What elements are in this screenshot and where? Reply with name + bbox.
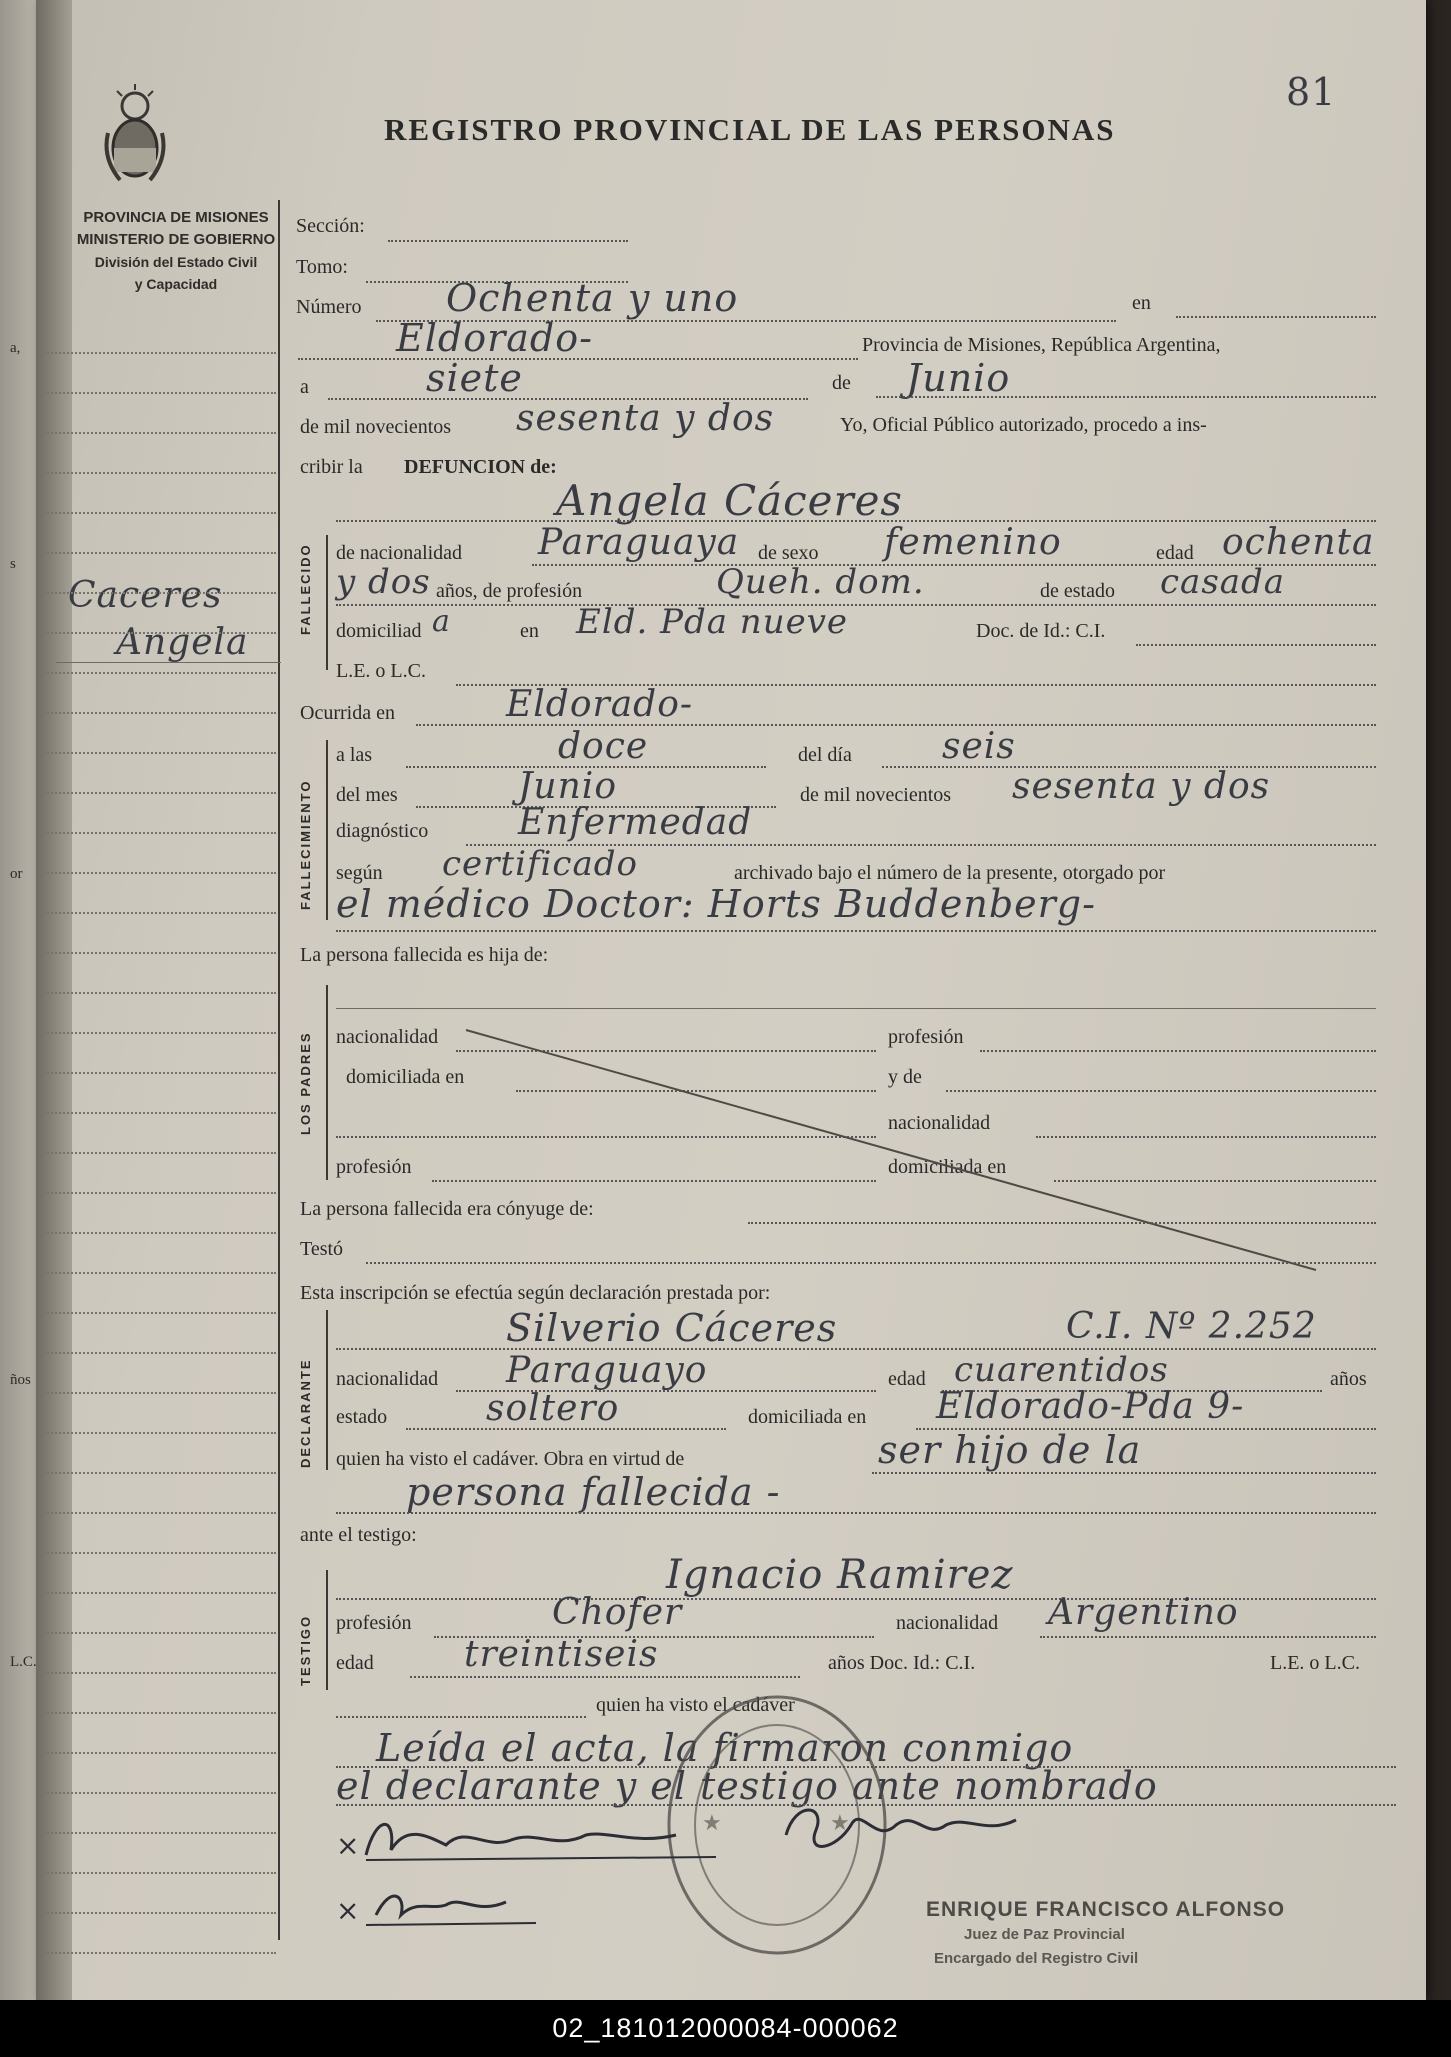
- agency-capacity: y Capacidad: [134, 276, 218, 292]
- agency-province: PROVINCIA DE MISIONES: [83, 209, 269, 226]
- label-diagnostico: diagnóstico: [336, 820, 429, 842]
- mes-field[interactable]: [876, 396, 1376, 398]
- anio-muerte-value: sesenta y dos: [1012, 766, 1271, 807]
- label-madre-nacionalidad: nacionalidad: [888, 1112, 991, 1134]
- label-padre-profesion: profesión: [888, 1026, 964, 1048]
- dia-value: siete: [426, 356, 523, 400]
- margin-ruled-line: [40, 912, 276, 914]
- domicilio-value: Eld. Pda nueve: [576, 602, 849, 642]
- stub-fragment-c: or: [10, 866, 23, 882]
- declarante-bar: [326, 1310, 328, 1470]
- margin-surname: Caceres: [68, 575, 223, 616]
- svg-text:★: ★: [830, 1811, 850, 1836]
- label-edad: edad: [1156, 542, 1194, 564]
- margin-ruled-line: [40, 832, 276, 834]
- test-nac-field[interactable]: [1040, 1636, 1376, 1638]
- testigo-bar: [326, 1570, 328, 1690]
- obra-field-2[interactable]: [336, 1512, 1376, 1514]
- margin-ruled-line: [40, 1152, 276, 1154]
- margin-ruled-line: [40, 952, 276, 954]
- label-nacionalidad: de nacionalidad: [336, 542, 463, 564]
- label-segun: según: [336, 862, 383, 884]
- label-tomo: Tomo:: [296, 256, 348, 278]
- stub-fragment-b: s: [10, 556, 16, 572]
- en-field[interactable]: [1176, 316, 1376, 318]
- label-ocurrida: Ocurrida en: [300, 702, 395, 724]
- official-title-2: Encargado del Registro Civil: [934, 1950, 1139, 1967]
- margin-ruled-line: [40, 552, 276, 554]
- margin-ruled-line: [40, 432, 276, 434]
- profesion-value: Queh. dom.: [716, 562, 925, 602]
- ocurrida-value: Eldorado-: [506, 684, 694, 725]
- mes-muerte-value: Junio: [518, 766, 617, 807]
- margin-ruled-line: [40, 992, 276, 994]
- margin-ruled-line: [40, 1272, 276, 1274]
- margin-ruled-line: [40, 392, 276, 394]
- margin-ruled-line: [40, 1832, 276, 1834]
- medico-field[interactable]: [336, 930, 1376, 932]
- domic-letra: a: [432, 604, 451, 639]
- agency-block: [36, 207, 316, 295]
- label-de-mil-2: de mil novecientos: [800, 784, 952, 806]
- margin-ruled-line: [40, 1472, 276, 1474]
- label-hija-de: La persona fallecida es hija de:: [300, 944, 549, 966]
- margin-ruled-line: [40, 352, 276, 354]
- fallecimiento-bar: [326, 740, 328, 920]
- stub-fragment-d: ños: [10, 1372, 31, 1388]
- lugar-field[interactable]: [298, 358, 858, 360]
- label-test-le-lc: L.E. o L.C.: [1270, 1652, 1360, 1674]
- declarante-nombre-field[interactable]: [336, 1348, 1376, 1350]
- doc-id-field[interactable]: [1136, 644, 1376, 646]
- fallecido-nombre: Angela Cáceres: [556, 476, 903, 525]
- testigo-nacionalidad: Argentino: [1048, 1592, 1239, 1633]
- declarante-ci: C.I. Nº 2.252: [1066, 1306, 1317, 1347]
- test-edad-field[interactable]: [410, 1676, 800, 1678]
- image-id-caption: 02_181012000084-000062: [0, 2000, 1451, 2057]
- margin-ruled-line: [40, 472, 276, 474]
- margin-ruled-line: [40, 712, 276, 714]
- margin-ruled-line: [40, 1512, 276, 1514]
- label-seccion: Sección:: [296, 215, 365, 237]
- label-doc-id: Doc. de Id.: C.I.: [976, 620, 1106, 642]
- obra-field-1[interactable]: [872, 1472, 1376, 1474]
- label-en-domic: en: [520, 620, 539, 642]
- label-ante-testigo: ante el testigo:: [300, 1524, 417, 1546]
- declarante-edad: cuarentidos: [954, 1350, 1169, 1390]
- margin-ruled-line: [40, 1312, 276, 1314]
- margin-ruled-line: [40, 1432, 276, 1434]
- label-domiciliad: domiciliad: [336, 620, 422, 642]
- svg-text:★: ★: [702, 1811, 722, 1836]
- official-name: ENRIQUE FRANCISCO ALFONSO: [926, 1898, 1286, 1921]
- numero-value: Ochenta y uno: [446, 276, 739, 320]
- label-archivado: archivado bajo el número de la presente, otorgado por: [734, 862, 1166, 884]
- margin-note-underline: [56, 662, 281, 663]
- label-yo-oficial: Yo, Oficial Público autorizado, procedo a ins-: [840, 414, 1207, 436]
- label-anos-profesion: años, de profesión: [436, 580, 583, 602]
- label-decl-anos: años: [1330, 1368, 1367, 1390]
- margin-ruled-line: [40, 592, 276, 594]
- label-cribir: cribir la: [300, 456, 363, 478]
- document-title: REGISTRO PROVINCIAL DE LAS PERSONAS: [384, 112, 1116, 147]
- margin-ruled-line: [40, 1872, 276, 1874]
- padres-bar: [326, 985, 328, 1180]
- label-padre-nacionalidad: nacionalidad: [336, 1026, 439, 1048]
- label-testo: Testó: [300, 1238, 344, 1260]
- svg-text:×: ×: [336, 1894, 360, 1927]
- obra-value-1: ser hijo de la: [878, 1428, 1142, 1472]
- margin-ruled-line: [40, 672, 276, 674]
- seccion-field[interactable]: [388, 240, 628, 242]
- label-numero: Número: [296, 296, 362, 318]
- fallecido-bar: [326, 535, 328, 670]
- margin-ruled-line: [40, 512, 276, 514]
- mes-value: Junio: [906, 356, 1011, 400]
- obra-value-2: persona fallecida -: [406, 1470, 781, 1514]
- margin-ruled-line: [40, 1232, 276, 1234]
- label-test-prof: profesión: [336, 1612, 412, 1634]
- lugar-value: Eldorado-: [396, 316, 593, 360]
- margin-ruled-line: [40, 1632, 276, 1634]
- margin-ruled-line: [40, 1072, 276, 1074]
- label-inscripcion: Esta inscripción se efectúa según declaración prestada por:: [300, 1282, 771, 1304]
- margin-given-name: Angela: [116, 622, 249, 663]
- binding-edge: [36, 0, 72, 2000]
- label-madre-domic: domiciliada en: [888, 1156, 1007, 1178]
- label-decl-edad: edad: [888, 1368, 926, 1390]
- agency-division: División del Estado Civil: [94, 254, 258, 270]
- stub-fragment-a: a,: [10, 340, 21, 356]
- edad-value: ochenta: [1222, 522, 1375, 563]
- declarant-signature: [336, 1805, 756, 1875]
- dia-muerte-value: seis: [942, 726, 1016, 767]
- margin-ruled-line: [40, 1112, 276, 1114]
- label-decl-estado: estado: [336, 1406, 388, 1428]
- test-doc-field[interactable]: [336, 1716, 586, 1718]
- margin-ruled-line: [40, 1752, 276, 1754]
- label-conyuge: La persona fallecida era cónyuge de:: [300, 1198, 594, 1220]
- margin-ruled-line: [40, 1912, 276, 1914]
- label-en: en: [1132, 292, 1151, 314]
- stub-fragment-e: L.C.: [10, 1654, 37, 1670]
- svg-text:×: ×: [336, 1829, 360, 1862]
- section-declarante: DECLARANTE: [298, 1358, 313, 1468]
- margin-ruled-line: [40, 872, 276, 874]
- label-a: a: [300, 376, 309, 398]
- margin-ruled-line: [40, 752, 276, 754]
- edad2-value: y dos: [336, 562, 431, 602]
- label-decl-domic: domiciliada en: [748, 1406, 867, 1428]
- certificado-value: certificado: [442, 844, 638, 884]
- margin-ruled-line: [40, 1792, 276, 1794]
- declarante-nacionalidad: Paraguayo: [506, 1350, 708, 1391]
- margin-ruled-line: [40, 1032, 276, 1034]
- label-de-mil: de mil novecientos: [300, 416, 452, 438]
- label-provincia: Provincia de Misiones, República Argentina,: [862, 334, 1221, 356]
- conyuge-field[interactable]: [748, 1222, 1376, 1224]
- hora-value: doce: [558, 726, 649, 767]
- label-test-anos-doc: años Doc. Id.: C.I.: [828, 1652, 976, 1674]
- margin-ruled-line: [40, 1192, 276, 1194]
- register-page: [10, 0, 1426, 2000]
- official-signature: [776, 1795, 1076, 1875]
- diagnostico-value: Enfermedad: [518, 802, 753, 843]
- medico-value: el médico Doctor: Horts Buddenberg-: [336, 882, 1096, 926]
- label-estado: de estado: [1040, 580, 1115, 602]
- testigo-nombre: Ignacio Ramirez: [666, 1552, 1014, 1598]
- witness-signature: [336, 1880, 556, 1940]
- declarante-domicilio: Eldorado-Pda 9-: [936, 1386, 1245, 1427]
- cancellation-stroke: [436, 1020, 1336, 1280]
- declarante-estado: soltero: [486, 1388, 620, 1429]
- label-de-mes: de: [832, 372, 851, 394]
- label-del-dia: del día: [798, 744, 852, 766]
- nacionalidad-value: Paraguaya: [538, 522, 740, 563]
- declarante-nombre: Silverio Cáceres: [506, 1306, 838, 1350]
- profesion-field[interactable]: [336, 604, 1376, 606]
- margin-ruled-line: [40, 1352, 276, 1354]
- sexo-value: femenino: [884, 522, 1062, 563]
- label-padre-domic: domiciliada en: [346, 1066, 465, 1088]
- margin-ruled-line: [40, 1552, 276, 1554]
- margin-ruled-line: [40, 1952, 276, 1954]
- margin-ruled-line: [40, 792, 276, 794]
- label-del-mes: del mes: [336, 784, 398, 806]
- coat-of-arms-emblem: [100, 88, 170, 188]
- label-quien-visto: quien ha visto el cadáver. Obra en virtud de: [336, 1448, 685, 1470]
- margin-ruled-line: [40, 632, 276, 634]
- testigo-profesion: Chofer: [552, 1592, 683, 1633]
- section-fallecido: FALLECIDO: [298, 543, 313, 635]
- label-defuncion: DEFUNCION de:: [404, 456, 557, 478]
- cierre-line-2: el declarante y el testigo ante nombrado: [336, 1764, 1158, 1808]
- label-madre-profesion: profesión: [336, 1156, 412, 1178]
- section-padres: LOS PADRES: [298, 1031, 313, 1135]
- margin-divider: [278, 200, 280, 1940]
- official-title-1: Juez de Paz Provincial: [964, 1926, 1125, 1943]
- label-le-lc: L.E. o L.C.: [336, 660, 426, 682]
- margin-ruled-line: [40, 1392, 276, 1394]
- label-test-edad: edad: [336, 1652, 374, 1674]
- label-test-nac: nacionalidad: [896, 1612, 999, 1634]
- section-fallecimiento: FALLECIMIENTO: [298, 779, 313, 910]
- nombre-field[interactable]: [336, 520, 1376, 522]
- label-sexo: de sexo: [758, 542, 819, 564]
- padre-name-line: [336, 1008, 1376, 1009]
- margin-ruled-line: [40, 1592, 276, 1594]
- label-quien-visto-2: quien ha visto el cadáver: [596, 1694, 795, 1716]
- margin-ruled-line: [40, 1712, 276, 1714]
- testo-field[interactable]: [366, 1262, 1376, 1264]
- page-number: 81: [1286, 70, 1337, 114]
- label-y-de: y de: [888, 1066, 922, 1088]
- cierre-line-1: Leída el acta, la firmaron conmigo: [376, 1726, 1074, 1770]
- testigo-edad: treintiseis: [464, 1634, 659, 1675]
- estado-value: casada: [1160, 562, 1286, 602]
- label-decl-nac: nacionalidad: [336, 1368, 439, 1390]
- label-a-las: a las: [336, 744, 373, 766]
- anio-value: sesenta y dos: [516, 398, 775, 439]
- decl-estado-field[interactable]: [406, 1428, 726, 1430]
- margin-ruled-line: [40, 1672, 276, 1674]
- section-testigo: TESTIGO: [298, 1614, 313, 1686]
- agency-ministry: MINISTERIO DE GOBIERNO: [76, 231, 276, 248]
